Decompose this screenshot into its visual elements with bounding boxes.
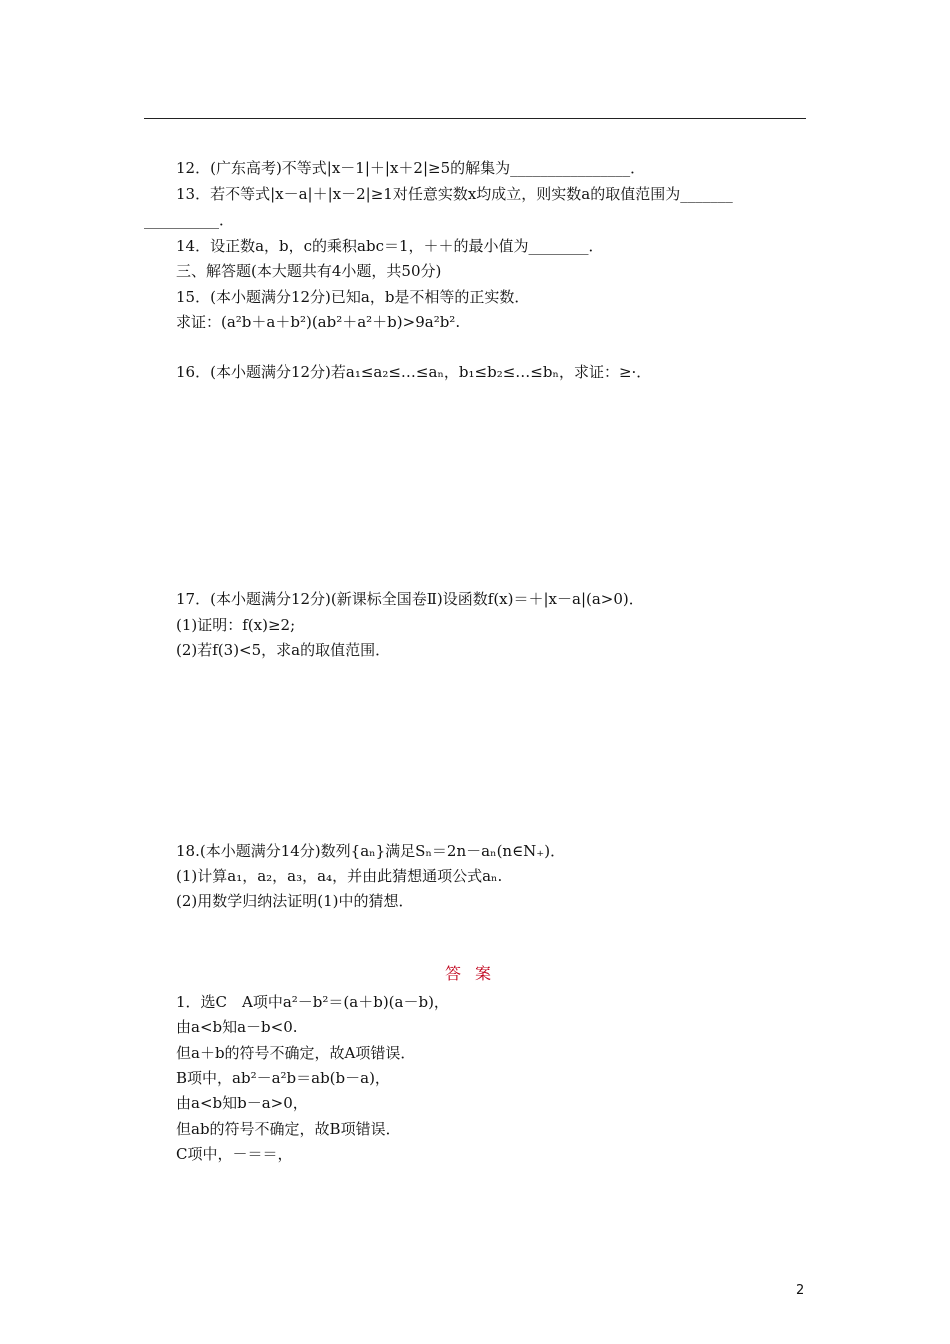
text-line: __________．	[144, 211, 235, 229]
text-line: 由a<b知a－b<0.	[176, 1018, 298, 1036]
text-line: 14．设正数a，b，c的乘积abc＝1，＋＋的最小值为________．	[176, 237, 604, 255]
text-line: 三、解答题(本大题共有4小题，共50分)	[176, 262, 442, 280]
text-line: B项中，ab²－a²b＝ab(b－a)，	[176, 1069, 390, 1087]
answer-heading: 答案	[444, 964, 505, 983]
text-line: 13．若不等式|x－a|＋|x－2|≥1对任意实数x均成立，则实数a的取值范围为_______	[176, 185, 733, 203]
page-number: 2	[796, 1283, 805, 1298]
text-line: (2)若f(3)<5，求a的取值范围．	[176, 641, 391, 659]
text-line: 但ab的符号不确定，故B项错误．	[176, 1120, 401, 1138]
text-line: (2)用数学归纳法证明(1)中的猜想．	[176, 892, 414, 910]
header-rule	[144, 118, 806, 119]
text-line: C项中，－＝＝，	[176, 1145, 293, 1163]
text-line: 18.(本小题满分14分)数列{aₙ}满足Sₙ＝2n－aₙ(n∈N₊)．	[176, 842, 566, 860]
text-line: 15．(本小题满分12分)已知a，b是不相等的正实数．	[176, 288, 530, 306]
text-line: 17．(本小题满分12分)(新课标全国卷Ⅱ)设函数f(x)＝＋|x－a|(a>0)．	[176, 590, 644, 608]
text-line: 由a<b知b－a>0，	[176, 1094, 308, 1112]
text-line: (1)证明：f(x)≥2;	[176, 616, 296, 634]
text-line: 16．(本小题满分12分)若a₁≤a₂≤…≤aₙ，b₁≤b₂≤…≤bₙ，求证：≥·．	[176, 363, 652, 381]
text-line: (1)计算a₁，a₂，a₃，a₄，并由此猜想通项公式aₙ.	[176, 867, 503, 885]
text-line: 求证：(a²b＋a＋b²)(ab²＋a²＋b)>9a²b².	[176, 313, 461, 331]
text-line: 1．选C A项中a²－b²＝(a＋b)(a－b)，	[176, 993, 449, 1011]
text-line: 但a＋b的符号不确定，故A项错误．	[176, 1044, 416, 1062]
text-line: 12．(广东高考)不等式|x－1|＋|x＋2|≥5的解集为________________．	[176, 159, 646, 177]
